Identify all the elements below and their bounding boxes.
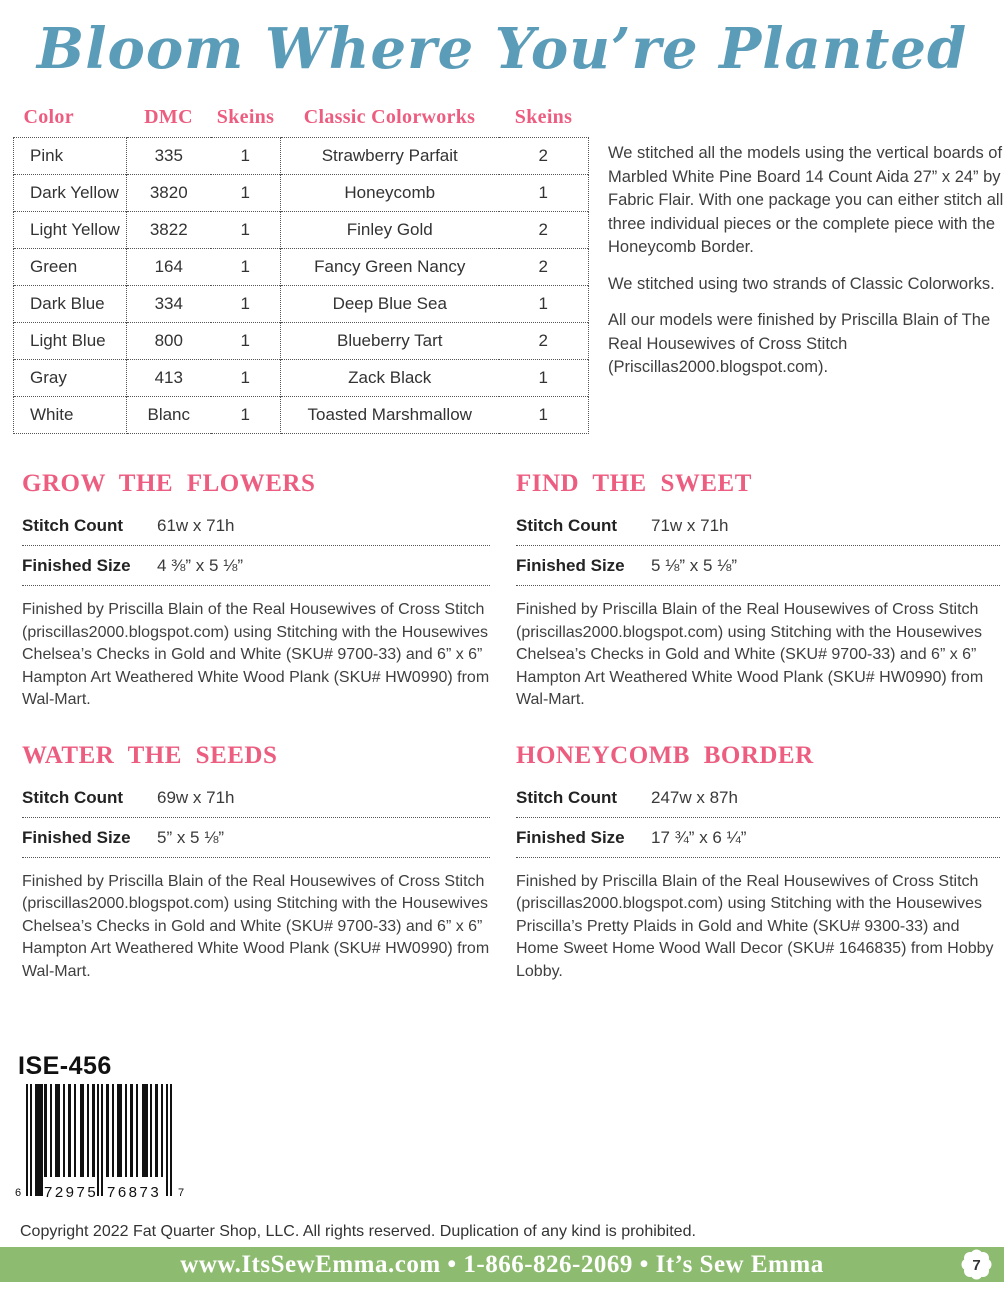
table-row [14, 138, 589, 175]
finished-size-row [22, 818, 490, 858]
intro-paragraph-finishing: All our models were finished by Priscilla Blain of The Real Housewives of Cross Stitch (Priscillas2000.blogspot.com). [608, 311, 991, 376]
cell-skeins-2: 2 [499, 138, 589, 175]
table-row [14, 286, 589, 323]
intro-text-block [608, 142, 1004, 393]
barcode-image [14, 1084, 192, 1202]
section-grow-the-flowers [22, 470, 490, 712]
cell-dmc: 800 [127, 323, 211, 360]
cell-skeins-2: 1 [499, 286, 589, 323]
table-row [14, 360, 589, 397]
cell-skeins-2: 1 [499, 397, 589, 434]
cell-skeins: 1 [211, 286, 281, 323]
table-row [14, 249, 589, 286]
cell-colorworks: Fancy Green Nancy [281, 249, 499, 286]
cell-skeins-2: 2 [499, 212, 589, 249]
table-row [14, 397, 589, 434]
stitch-count-value: 247w x 87h [651, 787, 738, 807]
page-number: 7 [972, 1257, 981, 1274]
stitch-count-label: Stitch Count [516, 787, 618, 807]
finished-size-value: 5 ⅛” x 5 ⅛” [651, 556, 737, 575]
cell-color: Green [14, 249, 127, 286]
column-header-dmc: DMC [144, 106, 193, 128]
cell-skeins-2: 1 [499, 175, 589, 212]
cell-dmc: 3822 [127, 212, 211, 249]
intro-paragraph-strands: We stitched using two strands of Classic Colorworks. [608, 274, 995, 293]
barcode-digits-group1: 72975 [44, 1184, 99, 1201]
section-description: Finished by Priscilla Blain of the Real Housewives of Cross Stitch (priscillas2000.blogspot.com) using Stitching with the Housewives Chelsea’s Checks in Gold and White (SKU# 9700-33) and 6” x 6” Hampton Art Weathered White Wood Plank (SKU# HW0990) from Wal-Mart. [22, 872, 490, 980]
cell-skeins: 1 [211, 360, 281, 397]
section-water-the-seeds [22, 742, 490, 984]
section-description: Finished by Priscilla Blain of the Real Housewives of Cross Stitch (priscillas2000.blogspot.com) using Stitching with the Housewives Chelsea’s Checks in Gold and White (SKU# 9700-33) and 6” x 6” Hampton Art Weathered White Wood Plank (SKU# HW0990) from Wal-Mart. [516, 601, 984, 708]
cell-color: White [14, 397, 127, 434]
table-header-row [14, 104, 589, 138]
table-row [14, 175, 589, 212]
table-row [14, 323, 589, 360]
cell-skeins: 1 [211, 175, 281, 212]
cell-skeins: 1 [211, 323, 281, 360]
section-description: Finished by Priscilla Blain of the Real Housewives of Cross Stitch (priscillas2000.blogspot.com) using Stitching with the Housewives Priscilla’s Pretty Plaids in Gold and White (SKU# 9300-33) and Home Sweet Home Wood Wall Decor (SKU# 1646835) from Hobby Lobby. [516, 872, 994, 980]
stitch-count-row [22, 506, 490, 546]
table-row [14, 212, 589, 249]
section-title: GROW THE FLOWERS [22, 470, 316, 497]
cell-skeins: 1 [211, 212, 281, 249]
cell-colorworks: Blueberry Tart [281, 323, 499, 360]
finished-size-value: 17 ¾” x 6 ¼” [651, 827, 747, 847]
cell-colorworks: Zack Black [281, 360, 499, 397]
product-code: ISE-456 [18, 1052, 112, 1080]
cell-colorworks: Toasted Marshmallow [281, 397, 499, 434]
copyright-text: Copyright 2022 Fat Quarter Shop, LLC. All rights reserved. Duplication of any kind is prohibited. [20, 1223, 696, 1240]
cell-color: Light Blue [14, 323, 127, 360]
column-header-skeins-2: Skeins [514, 106, 573, 128]
cell-skeins: 1 [211, 138, 281, 175]
finished-size-row [516, 818, 1000, 858]
column-header-classic-colorworks: Classic Colorworks [303, 106, 476, 128]
stitch-count-row [516, 506, 1000, 546]
finished-size-row [516, 546, 1000, 586]
cell-dmc: 334 [127, 286, 211, 323]
stitch-count-row [22, 778, 490, 818]
stitch-count-value: 71w x 71h [651, 516, 729, 535]
cell-colorworks: Finley Gold [281, 212, 499, 249]
finished-size-label: Finished Size [516, 556, 625, 575]
stitch-count-label: Stitch Count [516, 516, 618, 535]
cell-colorworks: Strawberry Parfait [281, 138, 499, 175]
cell-dmc: Blanc [127, 397, 211, 434]
stitch-count-value: 69w x 71h [157, 787, 235, 807]
flower-icon [961, 1249, 992, 1280]
intro-paragraph-fabric: We stitched all the models using the vertical boards of Marbled White Pine Board 14 Count Aida 27” x 24” by Fabric Flair. With one package you can either stitch all three individual pieces or the complete piece with the Honeycomb Border. [608, 144, 1004, 256]
cell-skeins-2: 1 [499, 360, 589, 397]
finished-size-row [22, 546, 490, 586]
cell-color: Light Yellow [14, 212, 127, 249]
finished-size-label: Finished Size [516, 827, 625, 847]
barcode-digits-group2: 76873 [107, 1184, 162, 1201]
column-header-color: Color [23, 106, 74, 128]
stitch-count-label: Stitch Count [22, 787, 124, 807]
cell-color: Dark Yellow [14, 175, 127, 212]
footer-contact-text: www.ItsSewEmma.com • 1-866-826-2069 • It’s Sew Emma [180, 1251, 824, 1278]
cell-dmc: 164 [127, 249, 211, 286]
cell-colorworks: Honeycomb [281, 175, 499, 212]
footer-bar [0, 1247, 1004, 1282]
cell-dmc: 335 [127, 138, 211, 175]
stitch-count-row [516, 778, 1000, 818]
cell-skeins: 1 [211, 249, 281, 286]
cell-skeins-2: 2 [499, 249, 589, 286]
cell-color: Dark Blue [14, 286, 127, 323]
column-header-skeins: Skeins [216, 106, 275, 128]
barcode-digit-right: 7 [178, 1187, 185, 1199]
section-honeycomb-border [516, 742, 1000, 984]
cell-colorworks: Deep Blue Sea [281, 286, 499, 323]
cell-color: Pink [14, 138, 127, 175]
cell-dmc: 413 [127, 360, 211, 397]
cell-skeins: 1 [211, 397, 281, 434]
finished-size-value: 5” x 5 ⅛” [157, 827, 225, 847]
section-title: FIND THE SWEET [516, 470, 752, 497]
cell-color: Gray [14, 360, 127, 397]
pattern-sections-grid [22, 470, 1000, 983]
finished-size-value: 4 ⅜” x 5 ⅛” [157, 556, 243, 575]
section-title: WATER THE SEEDS [22, 741, 278, 769]
barcode-digit-left: 6 [15, 1187, 22, 1199]
finished-size-label: Finished Size [22, 827, 131, 847]
finished-size-label: Finished Size [22, 556, 131, 575]
materials-table-wrap [13, 104, 588, 434]
section-find-the-sweet [516, 470, 1000, 712]
stitch-count-label: Stitch Count [22, 516, 124, 535]
cell-skeins-2: 2 [499, 323, 589, 360]
page-title: Bloom Where You’re Planted [36, 16, 968, 82]
section-description: Finished by Priscilla Blain of the Real Housewives of Cross Stitch (priscillas2000.blogspot.com) using Stitching with the Housewives Chelsea’s Checks in Gold and White (SKU# 9700-33) and 6” x 6” Hampton Art Weathered White Wood Plank (SKU# HW0990) from Wal-Mart. [22, 601, 490, 708]
section-title: HONEYCOMB BORDER [516, 741, 814, 769]
cell-dmc: 3820 [127, 175, 211, 212]
stitch-count-value: 61w x 71h [157, 516, 235, 535]
materials-table [13, 104, 589, 434]
